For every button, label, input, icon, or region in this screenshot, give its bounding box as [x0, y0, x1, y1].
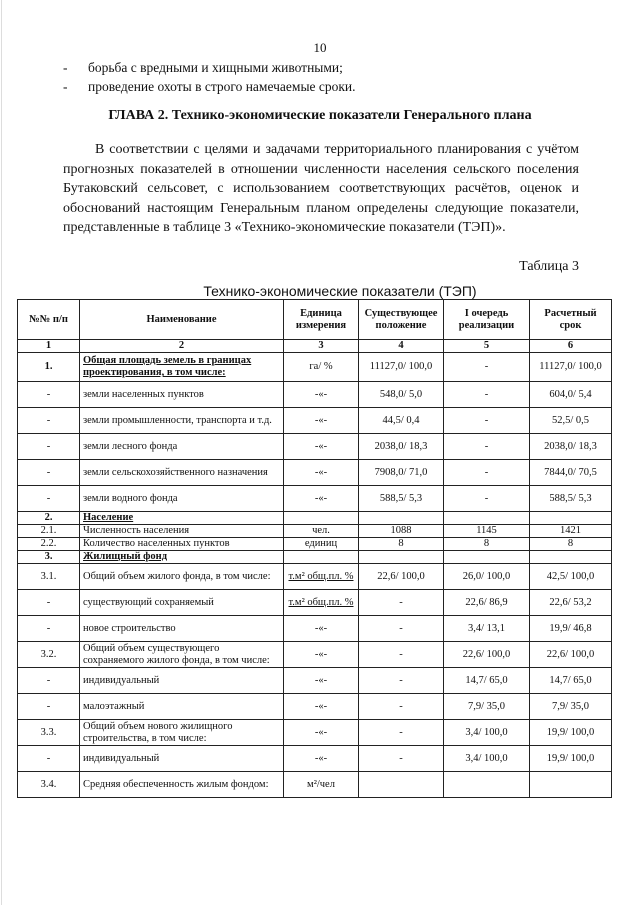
row-number-cell: 2.1. — [18, 525, 80, 538]
column-number: 5 — [444, 340, 530, 353]
row-unit-cell: -«- — [284, 486, 359, 512]
row-current-cell: 588,5/ 5,3 — [359, 486, 444, 512]
row-unit-cell: -«- — [284, 382, 359, 408]
row-number-cell: - — [18, 694, 80, 720]
column-number: 4 — [359, 340, 444, 353]
row-unit-cell: чел. — [284, 525, 359, 538]
bullet-text: проведение охоты в строго намечаемые сроки. — [88, 79, 356, 94]
bullet-dash: - — [63, 60, 68, 75]
row-first-stage-cell: - — [444, 460, 530, 486]
row-number-cell: 3.4. — [18, 772, 80, 798]
row-first-stage-cell: 3,4/ 100,0 — [444, 720, 530, 746]
row-name-cell: Жилищный фонд — [80, 551, 284, 564]
table-row — [18, 538, 612, 551]
row-unit-cell: м²/чел — [284, 772, 359, 798]
row-calculated-cell: 52,5/ 0,5 — [530, 408, 612, 434]
row-name-cell: Население — [80, 512, 284, 525]
bullet-item — [63, 58, 356, 77]
table-row — [18, 525, 612, 538]
row-name-cell: Общая площадь земель в границах проектирования, в том числе: — [80, 353, 284, 382]
row-first-stage-cell: 3,4/ 13,1 — [444, 616, 530, 642]
table-header-row — [18, 300, 612, 340]
row-number-cell: - — [18, 616, 80, 642]
row-unit-cell: -«- — [284, 642, 359, 668]
row-calculated-cell — [530, 772, 612, 798]
row-number-cell: 1. — [18, 353, 80, 382]
row-calculated-cell: 7844,0/ 70,5 — [530, 460, 612, 486]
row-unit-cell: -«- — [284, 460, 359, 486]
bullet-item — [63, 77, 356, 96]
row-current-cell: 11127,0/ 100,0 — [359, 353, 444, 382]
row-name-cell: земли промышленности, транспорта и т.д. — [80, 408, 284, 434]
row-number-cell: - — [18, 590, 80, 616]
table-row — [18, 746, 612, 772]
row-first-stage-cell: - — [444, 486, 530, 512]
row-calculated-cell: 19,9/ 100,0 — [530, 720, 612, 746]
row-calculated-cell: 588,5/ 5,3 — [530, 486, 612, 512]
row-name-cell: Общий объем жилого фонда, в том числе: — [80, 564, 284, 590]
row-current-cell: 22,6/ 100,0 — [359, 564, 444, 590]
row-current-cell: 2038,0/ 18,3 — [359, 434, 444, 460]
column-number: 1 — [18, 340, 80, 353]
page-edge — [1, 0, 2, 905]
row-number-cell: - — [18, 408, 80, 434]
row-unit-cell: -«- — [284, 720, 359, 746]
table-row — [18, 382, 612, 408]
table-row — [18, 353, 612, 382]
row-current-cell: - — [359, 720, 444, 746]
row-first-stage-cell — [444, 512, 530, 525]
table-row — [18, 486, 612, 512]
column-number: 6 — [530, 340, 612, 353]
row-first-stage-cell: - — [444, 408, 530, 434]
row-unit-cell: га/ % — [284, 353, 359, 382]
row-current-cell — [359, 512, 444, 525]
row-current-cell: - — [359, 590, 444, 616]
row-number-cell: - — [18, 486, 80, 512]
row-current-cell: - — [359, 616, 444, 642]
row-calculated-cell — [530, 512, 612, 525]
row-first-stage-cell: 7,9/ 35,0 — [444, 694, 530, 720]
row-name-cell: индивидуальный — [80, 668, 284, 694]
row-unit-cell — [284, 512, 359, 525]
row-current-cell: 1088 — [359, 525, 444, 538]
table-row — [18, 772, 612, 798]
table-row — [18, 720, 612, 746]
row-first-stage-cell — [444, 772, 530, 798]
table-row — [18, 434, 612, 460]
row-name-cell: Общий объем нового жилищного строительства, в том числе: — [80, 720, 284, 746]
row-unit-cell: т.м² общ.пл. % — [284, 590, 359, 616]
row-name-cell: земли лесного фонда — [80, 434, 284, 460]
row-name-cell: земли водного фонда — [80, 486, 284, 512]
row-number-cell: 3.1. — [18, 564, 80, 590]
row-calculated-cell: 19,9/ 46,8 — [530, 616, 612, 642]
column-number: 3 — [284, 340, 359, 353]
row-first-stage-cell: - — [444, 353, 530, 382]
row-name-cell: малоэтажный — [80, 694, 284, 720]
row-unit-cell: единиц — [284, 538, 359, 551]
row-name-cell: земли населенных пунктов — [80, 382, 284, 408]
table-row — [18, 551, 612, 564]
row-first-stage-cell: 22,6/ 100,0 — [444, 642, 530, 668]
column-number-row — [18, 340, 612, 353]
page-number: 10 — [313, 40, 327, 55]
row-first-stage-cell: 22,6/ 86,9 — [444, 590, 530, 616]
row-name-cell: Средняя обеспеченность жилым фондом: — [80, 772, 284, 798]
row-calculated-cell: 8 — [530, 538, 612, 551]
row-unit-cell: -«- — [284, 694, 359, 720]
row-unit-cell: -«- — [284, 408, 359, 434]
row-current-cell: - — [359, 642, 444, 668]
table-row — [18, 668, 612, 694]
table-row — [18, 642, 612, 668]
row-number-cell: 3.3. — [18, 720, 80, 746]
row-calculated-cell: 22,6/ 100,0 — [530, 642, 612, 668]
row-unit-cell: т.м² общ.пл. % — [284, 564, 359, 590]
row-first-stage-cell: 3,4/ 100,0 — [444, 746, 530, 772]
row-number-cell: 3.2. — [18, 642, 80, 668]
row-name-cell: индивидуальный — [80, 746, 284, 772]
table-body — [18, 353, 612, 798]
bullet-text: борьба с вредными и хищными животными; — [88, 60, 343, 75]
row-unit-cell — [284, 551, 359, 564]
chapter-title: ГЛАВА 2. Технико-экономические показатели Генерального плана — [108, 108, 532, 123]
table-row — [18, 460, 612, 486]
table-row — [18, 694, 612, 720]
row-calculated-cell: 2038,0/ 18,3 — [530, 434, 612, 460]
row-calculated-cell: 19,9/ 100,0 — [530, 746, 612, 772]
row-name-cell: новое строительство — [80, 616, 284, 642]
column-number: 2 — [80, 340, 284, 353]
row-current-cell: 8 — [359, 538, 444, 551]
row-calculated-cell: 14,7/ 65,0 — [530, 668, 612, 694]
row-name-cell: Количество населенных пунктов — [80, 538, 284, 551]
table-label: Таблица 3 — [519, 259, 579, 274]
row-current-cell: - — [359, 746, 444, 772]
table-row — [18, 512, 612, 525]
row-current-cell: 548,0/ 5,0 — [359, 382, 444, 408]
row-first-stage-cell: 8 — [444, 538, 530, 551]
table-caption: Технико-экономические показатели (ТЭП) — [203, 283, 477, 299]
row-unit-cell: -«- — [284, 434, 359, 460]
table-row — [18, 590, 612, 616]
row-number-cell: - — [18, 668, 80, 694]
tep-table — [17, 299, 612, 798]
row-current-cell: - — [359, 668, 444, 694]
table-row — [18, 616, 612, 642]
table-row — [18, 408, 612, 434]
row-number-cell: 2. — [18, 512, 80, 525]
row-name-cell: Численность населения — [80, 525, 284, 538]
row-calculated-cell: 604,0/ 5,4 — [530, 382, 612, 408]
bullet-dash: - — [63, 79, 68, 94]
row-calculated-cell: 7,9/ 35,0 — [530, 694, 612, 720]
row-name-cell: земли сельскохозяйственного назначения — [80, 460, 284, 486]
header-cell-current: Существующее положение — [359, 300, 444, 340]
header-cell-first-stage: I очередь реализации — [444, 300, 530, 340]
row-unit-cell: -«- — [284, 668, 359, 694]
row-first-stage-cell: - — [444, 434, 530, 460]
row-current-cell: 7908,0/ 71,0 — [359, 460, 444, 486]
row-current-cell: - — [359, 694, 444, 720]
header-cell-calculated: Расчетный срок — [530, 300, 612, 340]
row-first-stage-cell: - — [444, 382, 530, 408]
row-number-cell: - — [18, 434, 80, 460]
row-calculated-cell: 1421 — [530, 525, 612, 538]
header-cell-name: Наименование — [80, 300, 284, 340]
header-cell-unit: Единица измерения — [284, 300, 359, 340]
header-cell-number: №№ п/п — [18, 300, 80, 340]
row-number-cell: 2.2. — [18, 538, 80, 551]
row-first-stage-cell: 1145 — [444, 525, 530, 538]
row-number-cell: - — [18, 746, 80, 772]
row-unit-cell: -«- — [284, 616, 359, 642]
row-number-cell: - — [18, 382, 80, 408]
row-unit-cell: -«- — [284, 746, 359, 772]
bullet-list — [63, 58, 356, 96]
row-first-stage-cell — [444, 551, 530, 564]
row-current-cell — [359, 772, 444, 798]
intro-paragraph: В соответствии с целями и задачами территориального планирования с учётом прогнозных показателей в отношении численности населения сельского поселения Бутаковский сельсовет, с использованием соответствующих расчётов, оценок и обоснований настоящим Генеральным планом определены следующие показатели, представленные в таблице 3 «Технико-экономические показатели (ТЭП)». — [63, 142, 579, 235]
row-current-cell — [359, 551, 444, 564]
row-name-cell: существующий сохраняемый — [80, 590, 284, 616]
table-row — [18, 564, 612, 590]
row-name-cell: Общий объем существующего сохраняемого жилого фонда, в том числе: — [80, 642, 284, 668]
row-number-cell: - — [18, 460, 80, 486]
row-number-cell: 3. — [18, 551, 80, 564]
row-calculated-cell: 42,5/ 100,0 — [530, 564, 612, 590]
row-calculated-cell: 11127,0/ 100,0 — [530, 353, 612, 382]
row-first-stage-cell: 14,7/ 65,0 — [444, 668, 530, 694]
row-calculated-cell — [530, 551, 612, 564]
row-first-stage-cell: 26,0/ 100,0 — [444, 564, 530, 590]
row-calculated-cell: 22,6/ 53,2 — [530, 590, 612, 616]
row-current-cell: 44,5/ 0,4 — [359, 408, 444, 434]
